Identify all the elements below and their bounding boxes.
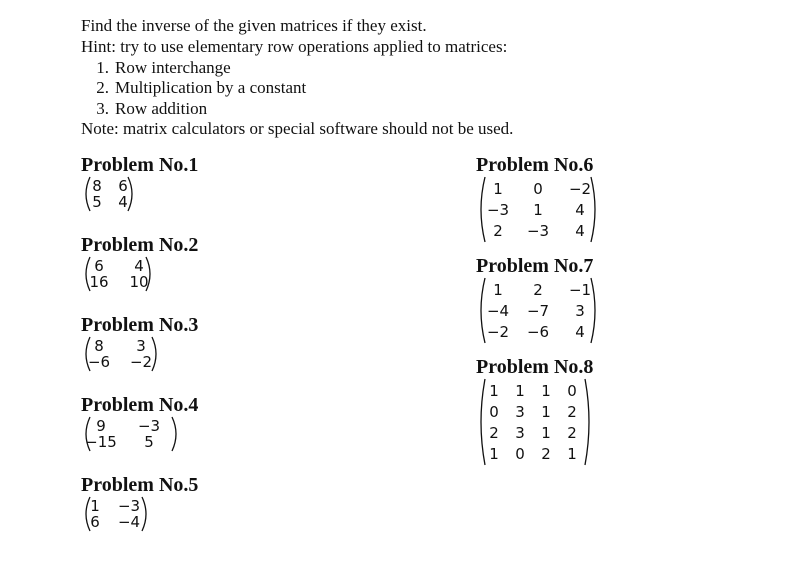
problem-title: Problem No.8	[476, 356, 594, 378]
step-item	[87, 58, 231, 78]
problem-title: Problem No.5	[81, 474, 199, 496]
matrix-cell: 0	[489, 402, 499, 421]
matrix-cell: 1	[541, 402, 551, 421]
matrix-cell: 1	[90, 497, 100, 515]
matrix-cell: 9	[96, 417, 106, 435]
matrix-cell: 10	[129, 273, 149, 291]
matrix-cell: 1	[489, 444, 499, 463]
matrix-cell: 3	[575, 301, 585, 320]
matrix-cell: −6	[526, 322, 550, 341]
matrix-cell: −6	[87, 353, 111, 371]
matrix-cell: 8	[94, 337, 104, 355]
matrix-cell: 6	[90, 513, 100, 531]
step-label: Row interchange	[115, 58, 231, 77]
matrix-cell: 2	[567, 402, 577, 421]
matrix-cell: 2	[493, 221, 503, 240]
matrix-cell: 6	[118, 177, 128, 195]
matrix-cell: −3	[117, 497, 141, 515]
matrix-cell: 5	[92, 193, 102, 211]
matrix-cell: 16	[89, 273, 109, 291]
hint-text: Hint: try to use elementary row operations applied to matrices:	[81, 37, 508, 56]
matrix-cell: 1	[567, 444, 577, 463]
matrix-cell: 4	[134, 257, 144, 275]
matrix-cell: −15	[85, 433, 117, 451]
matrix-cell: 4	[575, 200, 585, 219]
matrix-cell: 1	[515, 381, 525, 400]
problem-title: Problem No.6	[476, 154, 594, 176]
matrix-cell: 1	[541, 423, 551, 442]
matrix-cell: 2	[533, 280, 543, 299]
matrix-cell: 4	[118, 193, 128, 211]
step-number: 3.	[96, 99, 109, 118]
problem-title: Problem No.2	[81, 234, 199, 256]
step-label: Row addition	[115, 99, 208, 118]
matrix	[81, 336, 161, 372]
matrix-cell: 2	[541, 444, 551, 463]
problem-title: Problem No.1	[81, 154, 199, 176]
matrix-cell: 2	[567, 423, 577, 442]
matrix-cell: −2	[568, 179, 592, 198]
matrix-cell: −4	[486, 301, 510, 320]
matrix-cell: 0	[567, 381, 577, 400]
matrix-cell: −2	[486, 322, 510, 341]
matrix-cell: −3	[137, 417, 161, 435]
step-number: 1.	[96, 58, 109, 77]
matrix	[476, 277, 600, 344]
step-label: Multiplication by a constant	[115, 78, 307, 97]
matrix-cell: 0	[533, 179, 543, 198]
matrix-cell: 3	[515, 423, 525, 442]
right-parenthesis	[172, 417, 176, 451]
step-item	[87, 99, 207, 119]
matrix-cell: 1	[533, 200, 543, 219]
matrix-cell: 3	[515, 402, 525, 421]
matrix-cell: 1	[493, 280, 503, 299]
matrix-cell: 3	[136, 337, 146, 355]
matrix-cell: 2	[489, 423, 499, 442]
matrix	[81, 416, 181, 452]
matrix-cell: −3	[526, 221, 550, 240]
step-number: 2.	[96, 78, 109, 97]
step-item	[87, 78, 306, 98]
matrix-cell: −4	[117, 513, 141, 531]
matrix-cell: −2	[129, 353, 153, 371]
matrix-cell: 4	[575, 221, 585, 240]
problem-title: Problem No.7	[476, 255, 594, 277]
matrix-cell: −3	[486, 200, 510, 219]
note-text: Note: matrix calculators or special software should not be used.	[81, 119, 514, 138]
matrix-cell: 0	[515, 444, 525, 463]
intro-text: Find the inverse of the given matrices if they exist.	[81, 16, 427, 35]
matrix	[81, 256, 155, 292]
problem-title: Problem No.4	[81, 394, 199, 416]
matrix	[476, 378, 594, 466]
matrix	[81, 176, 137, 212]
matrix	[81, 496, 151, 532]
matrix-cell: 6	[94, 257, 104, 275]
matrix-cell: 1	[541, 381, 551, 400]
matrix-cell: −1	[568, 280, 592, 299]
matrix-cell: 5	[144, 433, 154, 451]
matrix-cell: 8	[92, 177, 102, 195]
matrix	[476, 176, 600, 243]
problem-title: Problem No.3	[81, 314, 199, 336]
matrix-cell: 1	[489, 381, 499, 400]
matrix-cell: −7	[526, 301, 550, 320]
matrix-cell: 4	[575, 322, 585, 341]
matrix-cell: 1	[493, 179, 503, 198]
